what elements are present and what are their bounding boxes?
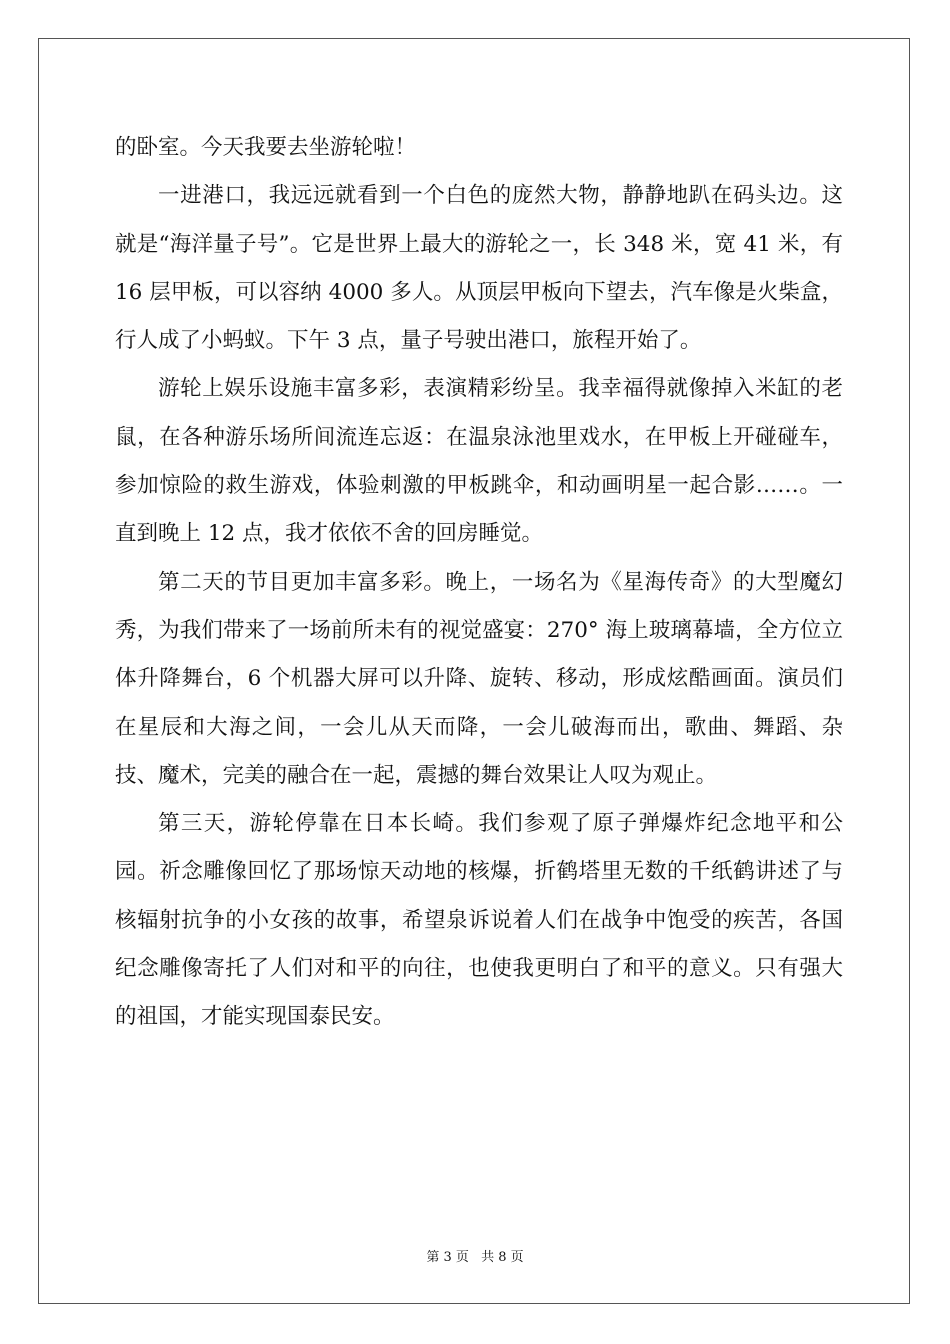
- paragraph: 游轮上娱乐设施丰富多彩，表演精彩纷呈。我幸福得就像掉入米缸的老鼠，在各种游乐场所间流连忘返：在温泉泳池里戏水，在甲板上开碰碰车，参加惊险的救生游戏，体验刺激的甲板跳伞，和动画明星一起合影……。一直到晚上 12 点，我才依依不舍的回房睡觉。: [115, 376, 843, 547]
- paragraph-continued: 的卧室。今天我要去坐游轮啦！: [115, 135, 417, 160]
- page-number: 第 3 页: [426, 1250, 469, 1265]
- page-footer: [0, 1246, 950, 1265]
- paragraph: 第二天的节目更加丰富多彩。晚上，一场名为《星海传奇》的大型魔幻秀，为我们带来了一场前所未有的视觉盛宴：270° 海上玻璃幕墙，全方位立体升降舞台，6 个机器大屏可以升降、旋转、移动，形成炫酷画面。演员们在星辰和大海之间，一会儿从天而降，一会儿破海而出，歌曲、舞蹈、杂技、魔术，完美的融合在一起，震撼的舞台效果让人叹为观止。: [115, 569, 843, 788]
- paragraph: 第三天，游轮停靠在日本长崎。我们参观了原子弹爆炸纪念地平和公园。祈念雕像回忆了那场惊天动地的核爆，折鹤塔里无数的千纸鹤讲述了与核辐射抗争的小女孩的故事，希望泉诉说着人们在战争中饱受的疾苦，各国纪念雕像寄托了人们对和平的向往，也使我更明白了和平的意义。只有强大的祖国，才能实现国泰民安。: [115, 811, 843, 1030]
- document-body: [115, 124, 843, 1042]
- paragraph: 一进港口，我远远就看到一个白色的庞然大物，静静地趴在码头边。这就是“海洋量子号”。它是世界上最大的游轮之一，长 348 米，宽 41 米，有 16 层甲板，可以容纳 4000 多人。从顶层甲板向下望去，汽车像是火柴盒，行人成了小蚂蚁。下午 3 点，量子号驶出港口，旅程开始了。: [115, 183, 843, 354]
- page-total: 共 8 页: [481, 1250, 524, 1265]
